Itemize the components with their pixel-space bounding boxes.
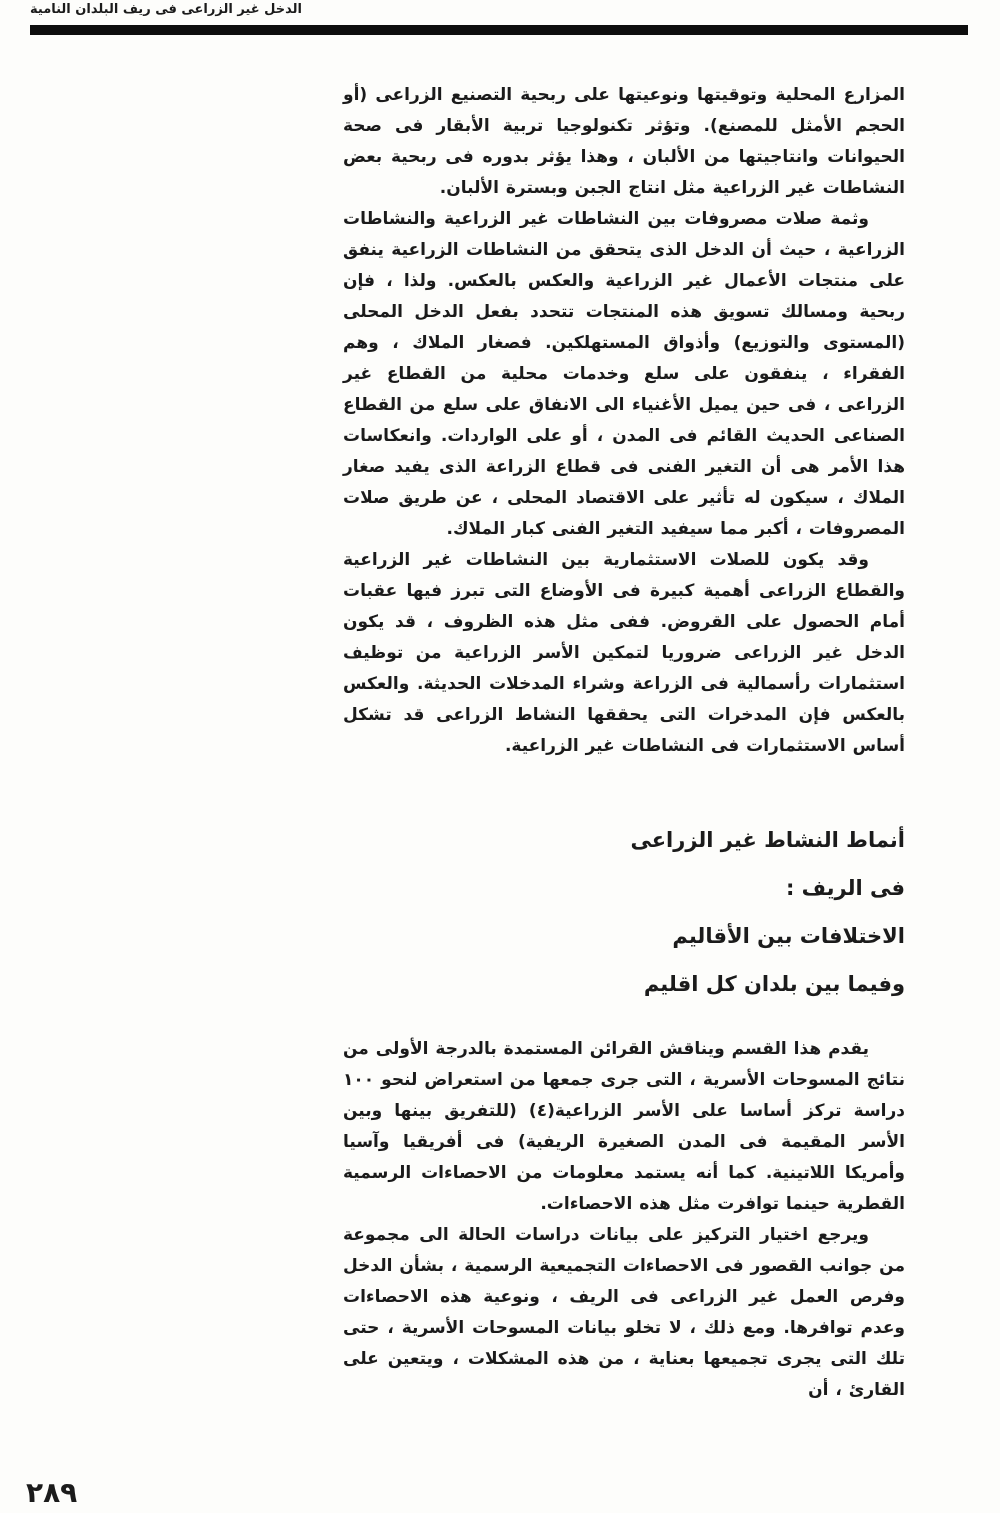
- section-heading-line: أنماط النشاط غير الزراعى فى الريف :: [630, 828, 905, 900]
- section-heading-line: الاختلافات بين الأقاليم: [672, 924, 905, 948]
- running-title: الدخل غير الزراعى فى ريف البلدان النامية: [30, 2, 302, 17]
- paragraph: وثمة صلات مصروفات بين النشاطات غير الزراعية والنشاطات الزراعية ، حيث أن الدخل الذى يتحقق من النشاطات الزراعية ينفق على منتجات الأعمال غير الزراعية والعكس بالعكس. ولذا ، فإن ربحية ومسالك تسويق هذه المنتجات تتحدد بفعل الدخل المحلى (المستوى والتوزيع) وأذواق المستهلكين. فصغار الملاك ، وهم الفقراء ، ينفقون على سلع وخدمات محلية من القطاع غير الزراعى ، فى حين يميل الأغنياء الى الانفاق على سلع من القطاع الصناعى الحديث القائم فى المدن ، أو على الواردات. وانعكاسات هذا الأمر هى أن التغير الفنى فى قطاع الزراعة الذى يفيد صغار الملاك ، سيكون له تأثير على الاقتصاد المحلى ، عن طريق صلات المصروفات ، أكبر مما سيفيد التغير الفنى كبار الملاك.: [343, 209, 905, 539]
- paragraph: وقد يكون للصلات الاستثمارية بين النشاطات غير الزراعية والقطاع الزراعى أهمية كبيرة فى الأوضاع التى تبرز فيها عقبات أمام الحصول على القروض. ففى مثل هذه الظروف ، قد يكون الدخل غير الزراعى ضروريا لتمكين الأسر الزراعية من توظيف استثمارات رأسمالية فى الزراعة وشراء المدخلات الحديثة. والعكس بالعكس فإن المدخرات التى يحققها النشاط الزراعى قد تشكل أساس الاستثمارات فى النشاطات غير الزراعية.: [343, 550, 905, 756]
- section-heading-line: وفيما بين بلدان كل اقليم: [643, 972, 905, 996]
- page-number: ٢٨٩: [26, 1476, 78, 1509]
- paragraph: ويرجع اختيار التركيز على بيانات دراسات الحالة الى مجموعة من جوانب القصور فى الاحصاءات التجميعية الرسمية ، بشأن الدخل وفرص العمل غير الزراعى فى الريف ، ونوعية هذه الاحصاءات وعدم توافرها. ومع ذلك ، لا تخلو بيانات المسوحات الأسرية ، حتى تلك التى يجرى تجميعها بعناية ، من هذه المشكلات ، ويتعين على القارئ ، أن: [343, 1225, 905, 1400]
- paragraph: المزارع المحلية وتوقيتها ونوعيتها على ربحية التصنيع الزراعى (أو الحجم الأمثل للمصنع). وتؤثر تكنولوجيا تربية الأبقار فى صحة الحيوانات وانتاجيتها من الألبان ، وهذا يؤثر بدوره فى ربحية بعض النشاطات غير الزراعية مثل انتاج الجبن وبسترة الألبان.: [343, 85, 905, 198]
- header-rule: [30, 25, 968, 35]
- text-column: [343, 80, 905, 1406]
- paragraph: يقدم هذا القسم ويناقش القرائن المستمدة بالدرجة الأولى من نتائج المسوحات الأسرية ، التى جرى جمعها من استعراض لنحو ١٠٠ دراسة تركز أساسا على الأسر الزراعية(٤) (للتفريق بينها وبين الأسر المقيمة فى المدن الصغيرة الريفية) فى أفريقيا وآسيا وأمريكا اللاتينية. كما أنه يستمد معلومات من الاحصاءات الرسمية القطرية حينما توافرت مثل هذه الاحصاءات.: [343, 1039, 905, 1214]
- section-heading: [343, 816, 905, 1008]
